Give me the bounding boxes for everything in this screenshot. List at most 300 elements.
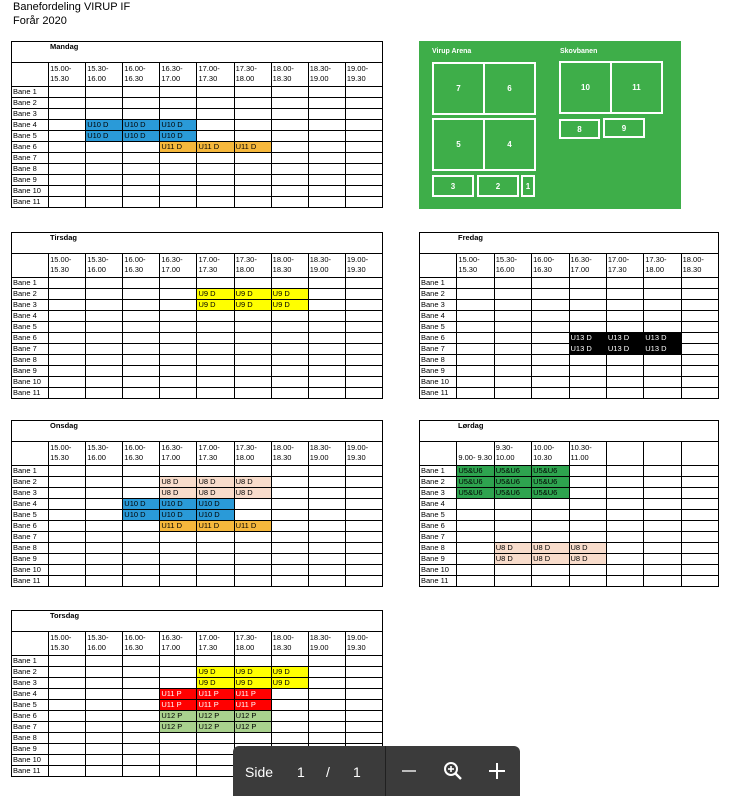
slot-cell <box>644 322 681 333</box>
slot-cell <box>86 322 123 333</box>
slot-cell <box>86 499 123 510</box>
time-start: 18.30- <box>309 633 332 642</box>
time-start: 18.00- <box>272 633 294 642</box>
slot-cell <box>569 278 606 289</box>
slot-cell <box>308 488 345 499</box>
time-end: 18.00 <box>235 265 255 274</box>
team-slot: U8 D <box>494 554 531 565</box>
slot-cell <box>494 322 531 333</box>
slot-cell <box>197 186 234 197</box>
slot-cell <box>308 543 345 554</box>
row-label: Bane 6 <box>12 521 49 532</box>
slot-cell <box>86 678 123 689</box>
team-slot: U13 D <box>569 333 606 344</box>
team-slot: U5&U6 <box>457 488 494 499</box>
team-slot: U12 P <box>160 711 197 722</box>
slot-cell <box>234 120 271 131</box>
time-start: 16.30- <box>161 633 183 642</box>
slot-cell <box>197 543 234 554</box>
slot-cell <box>457 333 494 344</box>
slot-cell <box>457 300 494 311</box>
slot-cell <box>569 576 606 587</box>
slot-cell <box>681 565 718 576</box>
row-label: Bane 3 <box>12 300 49 311</box>
slot-cell <box>494 289 531 300</box>
team-slot: U11 P <box>197 700 234 711</box>
table-row <box>12 186 383 197</box>
row-label: Bane 9 <box>12 744 49 755</box>
slot-cell <box>345 733 382 744</box>
slot-cell <box>160 333 197 344</box>
slot-cell <box>569 499 606 510</box>
virup-arena-label: Virup Arena <box>432 48 472 55</box>
table-row <box>12 164 383 175</box>
row-label: Bane 10 <box>12 755 49 766</box>
time-start: 18.30- <box>309 443 332 452</box>
time-end: 18.30 <box>682 265 702 274</box>
time-start <box>458 443 492 453</box>
time-start: 17.00- <box>198 255 220 264</box>
slot-cell <box>569 510 606 521</box>
slot-cell <box>123 289 160 300</box>
table-row <box>12 711 383 722</box>
slot-cell <box>86 488 123 499</box>
slot-cell <box>49 344 86 355</box>
slot-cell <box>681 333 718 344</box>
row-label: Bane 2 <box>12 477 49 488</box>
row-label: Bane 8 <box>420 355 457 366</box>
slot-cell <box>271 499 308 510</box>
slot-cell <box>644 532 681 543</box>
slot-cell <box>644 466 681 477</box>
slot-cell <box>160 289 197 300</box>
slot-cell <box>123 532 160 543</box>
slot-cell <box>160 377 197 388</box>
slot-cell <box>234 131 271 142</box>
slot-cell <box>49 333 86 344</box>
time-slot-header <box>532 442 569 466</box>
time-start <box>683 443 717 453</box>
table-row <box>420 543 719 554</box>
time-end: 17.30 <box>198 643 218 652</box>
slot-cell <box>644 300 681 311</box>
slot-cell <box>644 521 681 532</box>
time-start: 15.30- <box>87 255 109 264</box>
time-end: 18.00 <box>645 265 665 274</box>
slot-cell <box>345 366 382 377</box>
zoom-out-button[interactable] <box>396 758 422 784</box>
time-end: 19.30 <box>346 643 366 652</box>
slot-cell <box>569 377 606 388</box>
table-row <box>12 678 383 689</box>
time-slot-header <box>569 442 606 466</box>
slot-cell <box>271 278 308 289</box>
slot-cell <box>86 711 123 722</box>
field-2: 2 <box>477 175 519 197</box>
slot-cell <box>234 311 271 322</box>
time-end: 16.00 <box>87 453 106 462</box>
slot-cell <box>86 366 123 377</box>
slot-cell <box>86 477 123 488</box>
slot-cell <box>234 278 271 289</box>
slot-cell <box>569 355 606 366</box>
time-start: 17.30- <box>645 255 667 264</box>
time-end: 16.00 <box>495 265 515 274</box>
time-start: 19.00- <box>346 255 369 264</box>
team-slot: U10 D <box>123 120 160 131</box>
slot-cell <box>160 311 197 322</box>
slot-cell <box>160 744 197 755</box>
time-start: 10.30- <box>570 443 592 452</box>
slot-cell <box>532 289 569 300</box>
slot-cell <box>197 733 234 744</box>
row-label: Bane 2 <box>12 98 49 109</box>
slot-cell <box>345 521 382 532</box>
team-slot: U5&U6 <box>532 477 569 488</box>
slot-cell <box>606 510 643 521</box>
row-label: Bane 9 <box>12 175 49 186</box>
time-start: 18.00- <box>682 255 704 264</box>
time-start: 18.30- <box>309 255 332 264</box>
slot-cell <box>197 278 234 289</box>
slot-cell <box>606 499 643 510</box>
slot-cell <box>532 510 569 521</box>
table-row <box>12 120 383 131</box>
slot-cell <box>234 565 271 576</box>
slot-cell <box>123 175 160 186</box>
slot-cell <box>271 355 308 366</box>
slot-cell <box>197 388 234 399</box>
slot-cell <box>49 175 86 186</box>
time-end: 11.00 <box>570 453 589 462</box>
table-row <box>12 477 383 488</box>
slot-cell <box>308 510 345 521</box>
table-row <box>420 366 719 377</box>
slot-cell <box>345 120 382 131</box>
row-label: Bane 7 <box>420 532 457 543</box>
team-slot: U8 D <box>532 543 569 554</box>
time-end: 18.00 <box>235 453 255 462</box>
team-slot: U10 D <box>160 510 197 521</box>
slot-cell <box>532 278 569 289</box>
slot-cell <box>271 543 308 554</box>
slot-cell <box>49 366 86 377</box>
slot-cell <box>234 543 271 554</box>
slot-cell <box>345 532 382 543</box>
slot-cell <box>197 98 234 109</box>
row-label: Bane 6 <box>420 333 457 344</box>
team-slot: U13 D <box>644 344 681 355</box>
slot-cell <box>160 766 197 777</box>
time-end: 17.30 <box>198 265 218 274</box>
slot-cell <box>345 322 382 333</box>
slot-cell <box>197 311 234 322</box>
time-slot-header <box>271 442 308 466</box>
time-end: 17.30 <box>198 453 218 462</box>
row-label: Bane 8 <box>12 355 49 366</box>
slot-cell <box>197 466 234 477</box>
slot-cell <box>49 744 86 755</box>
row-label: Bane 11 <box>12 576 49 587</box>
slot-cell <box>644 377 681 388</box>
slot-cell <box>123 197 160 208</box>
table-row <box>12 344 383 355</box>
slot-cell <box>457 532 494 543</box>
time-slot-header <box>681 254 718 278</box>
row-label: Bane 5 <box>12 700 49 711</box>
team-slot: U9 D <box>197 300 234 311</box>
slot-cell <box>271 186 308 197</box>
slot-cell <box>606 388 643 399</box>
slot-cell <box>160 164 197 175</box>
time-slot-header <box>123 632 160 656</box>
row-label: Bane 9 <box>420 554 457 565</box>
table-row <box>12 667 383 678</box>
time-slot-header <box>160 254 197 278</box>
slot-cell <box>308 109 345 120</box>
slot-cell <box>197 153 234 164</box>
slot-cell <box>681 355 718 366</box>
time-start: 15.00- <box>50 64 72 73</box>
slot-cell <box>532 311 569 322</box>
time-end: 16.00 <box>87 74 106 83</box>
table-row <box>420 344 719 355</box>
row-label: Bane 11 <box>12 388 49 399</box>
time-slot-header <box>123 442 160 466</box>
slot-cell <box>494 499 531 510</box>
time-start: 15.00- <box>458 255 480 264</box>
slot-cell <box>606 322 643 333</box>
time-slot-header <box>457 254 494 278</box>
time-end: 17.00 <box>161 453 181 462</box>
time-start: 17.30- <box>235 633 257 642</box>
time-end: 17.30 <box>607 265 627 274</box>
field-1: 1 <box>521 175 535 197</box>
slot-cell <box>123 711 160 722</box>
slot-cell <box>49 488 86 499</box>
slot-cell <box>345 711 382 722</box>
slot-cell <box>681 300 718 311</box>
time-start: 16.00- <box>124 443 146 452</box>
table-row <box>12 510 383 521</box>
slot-cell <box>494 300 531 311</box>
slot-cell <box>160 733 197 744</box>
row-label: Bane 4 <box>12 311 49 322</box>
team-slot: U9 D <box>234 667 271 678</box>
zoom-reset-button[interactable] <box>440 758 466 784</box>
schedule-table-onsdag <box>11 420 383 587</box>
slot-cell <box>160 366 197 377</box>
slot-cell <box>86 98 123 109</box>
time-start: 17.00- <box>198 443 220 452</box>
table-row <box>420 510 719 521</box>
slot-cell <box>532 300 569 311</box>
slot-cell <box>569 300 606 311</box>
slot-cell <box>345 554 382 565</box>
slot-cell <box>457 322 494 333</box>
team-slot: U8 D <box>160 477 197 488</box>
slot-cell <box>49 711 86 722</box>
table-row <box>12 377 383 388</box>
slot-cell <box>49 109 86 120</box>
slot-cell <box>308 532 345 543</box>
slot-cell <box>86 755 123 766</box>
time-end: 15.30 <box>50 265 69 274</box>
team-slot: U11 P <box>160 700 197 711</box>
corner-cell <box>12 632 49 656</box>
slot-cell <box>345 344 382 355</box>
slot-cell <box>160 543 197 554</box>
slot-cell <box>234 87 271 98</box>
slot-cell <box>308 477 345 488</box>
page-total: 1 <box>353 764 361 780</box>
slot-cell <box>234 344 271 355</box>
time-slot-header <box>644 442 681 466</box>
day-title: Tirsdag <box>12 233 383 254</box>
table-row <box>420 311 719 322</box>
slot-cell <box>494 510 531 521</box>
slot-cell <box>457 289 494 300</box>
slot-cell <box>49 499 86 510</box>
slot-cell <box>606 355 643 366</box>
team-slot: U13 D <box>606 344 643 355</box>
time-end: 15.30 <box>50 74 69 83</box>
slot-cell <box>308 722 345 733</box>
time-slot-header <box>345 63 382 87</box>
title-line-2: Forår 2020 <box>13 15 67 27</box>
slot-cell <box>606 289 643 300</box>
slot-cell <box>271 733 308 744</box>
slot-cell <box>345 142 382 153</box>
table-row <box>12 499 383 510</box>
slot-cell <box>234 388 271 399</box>
slot-cell <box>308 197 345 208</box>
slot-cell <box>49 120 86 131</box>
slot-cell <box>49 466 86 477</box>
team-slot: U10 D <box>123 131 160 142</box>
slot-cell <box>197 576 234 587</box>
time-start: 19.00- <box>346 443 369 452</box>
slot-cell <box>308 667 345 678</box>
time-slot-header <box>123 254 160 278</box>
time-slot-header <box>234 442 271 466</box>
schedule-table-fredag <box>419 232 719 399</box>
slot-cell <box>681 499 718 510</box>
slot-cell <box>49 733 86 744</box>
slot-cell <box>644 311 681 322</box>
slot-cell <box>644 510 681 521</box>
time-slot-header <box>160 63 197 87</box>
table-row <box>420 377 719 388</box>
slot-cell <box>49 722 86 733</box>
slot-cell <box>86 377 123 388</box>
time-end: 19.00 <box>309 453 329 462</box>
slot-cell <box>308 499 345 510</box>
slot-cell <box>271 554 308 565</box>
slot-cell <box>197 322 234 333</box>
slot-cell <box>271 311 308 322</box>
zoom-in-button[interactable] <box>484 758 510 784</box>
slot-cell <box>123 565 160 576</box>
slot-cell <box>160 554 197 565</box>
field-8: 8 <box>559 119 600 139</box>
slot-cell <box>160 656 197 667</box>
team-slot: U12 P <box>197 711 234 722</box>
row-label: Bane 8 <box>12 733 49 744</box>
table-row <box>12 722 383 733</box>
row-label: Bane 1 <box>12 466 49 477</box>
slot-cell <box>532 344 569 355</box>
slot-cell <box>86 333 123 344</box>
time-start: 15.30- <box>87 64 109 73</box>
team-slot: U10 D <box>160 499 197 510</box>
time-slot-header <box>308 254 345 278</box>
slot-cell <box>197 377 234 388</box>
slot-cell <box>345 197 382 208</box>
slot-cell <box>49 289 86 300</box>
slot-cell <box>308 344 345 355</box>
time-end: 16.30 <box>533 265 552 274</box>
slot-cell <box>49 554 86 565</box>
slot-cell <box>606 466 643 477</box>
slot-cell <box>123 543 160 554</box>
team-slot: U12 P <box>197 722 234 733</box>
team-slot: U13 D <box>606 333 643 344</box>
row-label: Bane 3 <box>12 678 49 689</box>
slot-cell <box>345 109 382 120</box>
team-slot: U8 D <box>532 554 569 565</box>
slot-cell <box>123 576 160 587</box>
row-label: Bane 11 <box>420 388 457 399</box>
row-label: Bane 1 <box>420 278 457 289</box>
slot-cell <box>345 131 382 142</box>
slot-cell <box>644 355 681 366</box>
table-row <box>12 466 383 477</box>
slot-cell <box>123 388 160 399</box>
slot-cell <box>160 678 197 689</box>
time-slot-header <box>160 632 197 656</box>
slot-cell <box>606 377 643 388</box>
row-label: Bane 11 <box>12 197 49 208</box>
slot-cell <box>308 565 345 576</box>
slot-cell <box>494 388 531 399</box>
slot-cell <box>49 700 86 711</box>
table-row <box>12 532 383 543</box>
slot-cell <box>86 689 123 700</box>
slot-cell <box>308 711 345 722</box>
team-slot: U8 D <box>197 477 234 488</box>
team-slot: U11 P <box>234 700 271 711</box>
slot-cell <box>197 333 234 344</box>
row-label: Bane 2 <box>12 667 49 678</box>
title-line-1: Banefordeling VIRUP IF <box>13 1 131 13</box>
time-start <box>645 443 679 453</box>
slot-cell <box>234 554 271 565</box>
slot-cell <box>345 87 382 98</box>
time-slot-header <box>234 632 271 656</box>
table-row <box>420 576 719 587</box>
table-row <box>420 521 719 532</box>
slot-cell <box>123 689 160 700</box>
row-label: Bane 5 <box>12 322 49 333</box>
page-number-input[interactable]: 1 <box>297 764 305 780</box>
team-slot: U8 D <box>234 477 271 488</box>
slot-cell <box>123 164 160 175</box>
slot-cell <box>86 554 123 565</box>
table-row <box>420 388 719 399</box>
magnifier-icon <box>443 761 463 781</box>
slot-cell <box>234 333 271 344</box>
